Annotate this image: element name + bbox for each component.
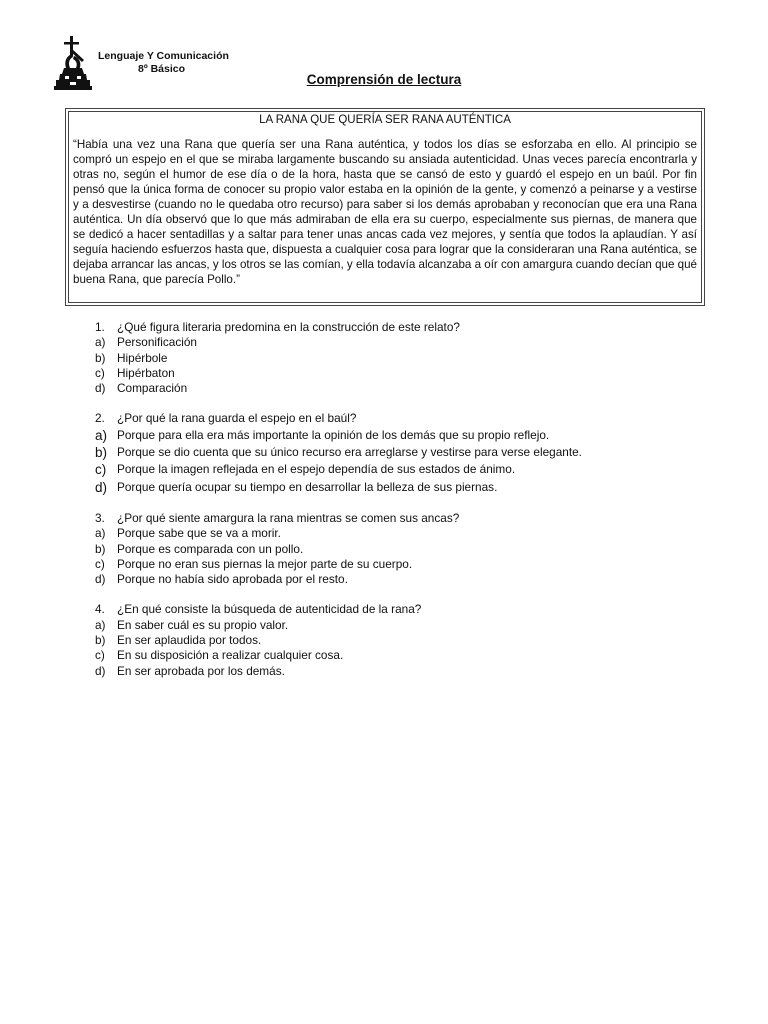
question-text: ¿Qué figura literaria predomina en la construcción de este relato? <box>117 320 460 334</box>
option-letter: d) <box>95 572 106 587</box>
option-text: Porque la imagen reflejada en el espejo dependía de sus estados de ánimo. <box>117 462 516 477</box>
reading-passage-box <box>65 108 705 306</box>
option-text: Porque se dio cuenta que su único recurso era arreglarse y vestirse para verse elegante. <box>117 445 582 460</box>
option-a <box>95 335 715 350</box>
option-c <box>95 366 715 381</box>
option-a <box>95 427 715 444</box>
option-letter: a) <box>95 335 106 350</box>
option-text: Personificación <box>117 335 197 350</box>
option-letter: d) <box>95 381 106 396</box>
option-a <box>95 526 715 541</box>
page-title <box>0 72 768 87</box>
option-b <box>95 542 715 557</box>
option-letter: c) <box>95 648 105 663</box>
option-letter: b) <box>95 541 106 556</box>
option-a <box>95 618 715 633</box>
option-letter: d) <box>95 663 106 678</box>
option-letter: c) <box>95 462 107 478</box>
question-text: ¿Por qué siente amargura la rana mientras se comen sus ancas? <box>117 510 460 525</box>
option-b <box>95 351 715 366</box>
option-text: Porque sabe que se va a morir. <box>117 526 281 541</box>
option-letter: c) <box>95 365 105 380</box>
option-letter: a) <box>95 526 106 541</box>
questions-list <box>95 320 715 694</box>
passage-title: LA RANA QUE QUERÍA SER RANA AUTÉNTICA <box>259 114 511 126</box>
page-title-text: Comprensión de lectura <box>306 72 462 87</box>
course-name: Lenguaje Y Comunicación <box>98 50 229 62</box>
option-d <box>95 479 715 496</box>
option-c <box>95 461 715 478</box>
question-1 <box>95 320 715 396</box>
option-c <box>95 648 715 663</box>
question-2 <box>95 411 715 495</box>
option-letter: a) <box>95 427 108 443</box>
option-letter: b) <box>95 445 108 461</box>
option-text: En su disposición a realizar cualquier cosa. <box>117 648 344 663</box>
option-text: En ser aprobada por los demás. <box>117 663 285 678</box>
option-letter: b) <box>95 633 106 648</box>
course-grade: 8º Básico <box>138 62 186 75</box>
option-text: Porque no eran sus piernas la mejor parte de su cuerpo. <box>117 556 413 571</box>
option-text: Porque no había sido aprobada por el resto. <box>117 572 348 587</box>
option-text: En ser aplaudida por todos. <box>117 633 262 648</box>
option-c <box>95 557 715 572</box>
option-b <box>95 444 715 461</box>
question-4 <box>95 602 715 678</box>
option-d <box>95 664 715 679</box>
option-letter: d) <box>95 479 108 495</box>
option-letter: a) <box>95 617 106 632</box>
passage-text: “Había una vez una Rana que quería ser una Rana auténtica, y todos los días se esforzaba en ello. Al principio se compró un espejo en el que se miraba largamente buscando su ansiada autenticidad. Unas veces parecía encontrarla y otras no, según el humor de ese día o de la hora, hasta que se cansó de esto y guardó el espejo en un baúl. Por fin pensó que la única forma de conocer su propio valor estaba en la opinión de la gente, y comenzó a peinarse y a vestirse y a desvestirse (cuando no le quedaba otro recurso) para saber si los demás aprobaban y reconocían que era una Rana auténtica. Un día observó que lo que más admiraban de ella era su cuerpo, especialmente sus piernas, de manera que se dedicó a hacer sentadillas y a saltar para tener unas ancas cada vez mejores, y sentía que todos la aplaudían. Y así seguía haciendo esfuerzos hasta que, dispuesta a cualquier cosa para lograr que la consideraran una Rana auténtica, se dejaba arrancar las ancas, y los otros se las comían, y ella todavía alcanzaba a oír con amargura cuando decían que qué buena Rana, que parecía Pollo.” <box>73 138 697 287</box>
option-text: Porque para ella era más importante la opinión de los demás que su propio reflejo. <box>117 427 550 442</box>
option-letter: c) <box>95 556 105 571</box>
option-text: Porque es comparada con un pollo. <box>117 541 304 556</box>
question-3 <box>95 511 715 587</box>
question-text: ¿En qué consiste la búsqueda de autenticidad de la rana? <box>117 602 422 617</box>
question-number: 4. <box>95 602 105 617</box>
question-number: 2. <box>95 411 105 426</box>
option-text: Hipérbaton <box>117 365 175 380</box>
option-text: Comparación <box>117 381 188 396</box>
option-b <box>95 633 715 648</box>
option-text: Hipérbole <box>117 350 168 365</box>
question-text: ¿Por qué la rana guarda el espejo en el baúl? <box>117 411 357 426</box>
option-letter: b) <box>95 350 106 365</box>
option-text: En saber cuál es su propio valor. <box>117 617 289 632</box>
question-number: 1. <box>95 320 105 334</box>
option-d <box>95 381 715 396</box>
question-number: 3. <box>95 510 105 525</box>
option-text: Porque quería ocupar su tiempo en desarrollar la belleza de sus piernas. <box>117 479 498 494</box>
option-d <box>95 572 715 587</box>
